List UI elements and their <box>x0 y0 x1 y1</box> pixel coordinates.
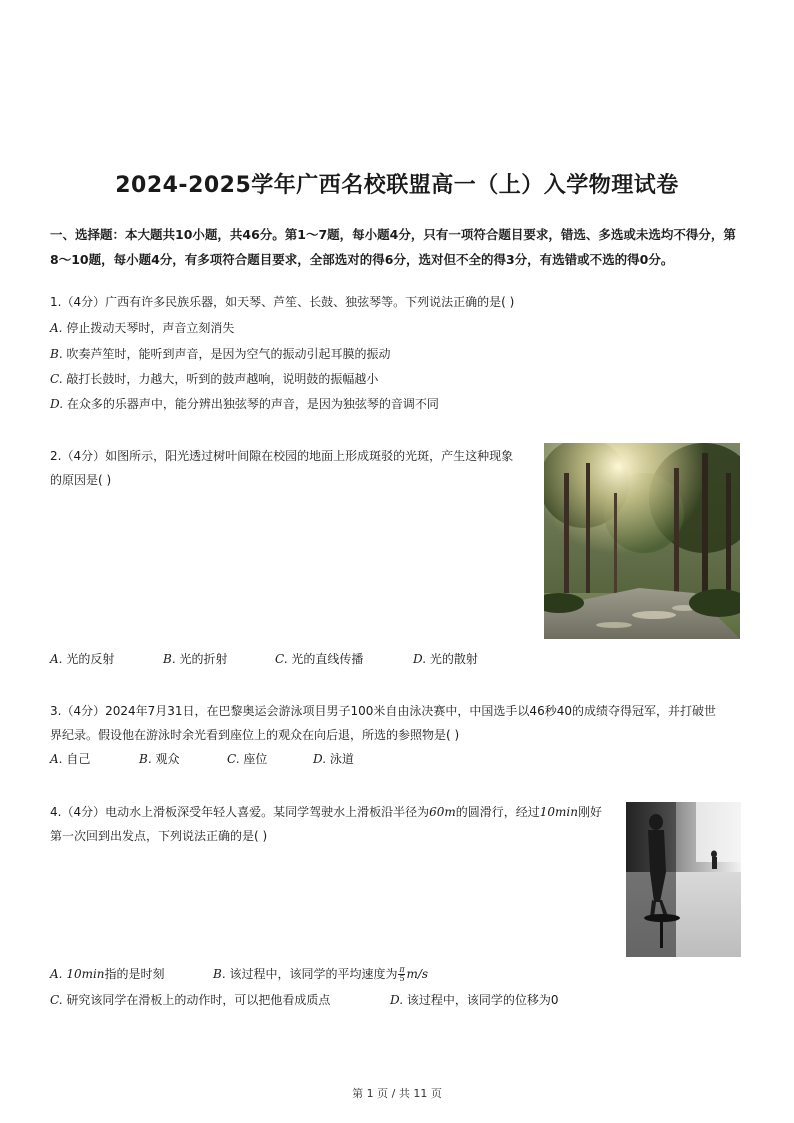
option-text: 光的直线传播 <box>291 652 364 666</box>
option-letter: A. <box>50 321 63 335</box>
section-heading-line1: 一、选择题：本大题共10小题，共46分。第1～7题，每小题4分，只有一项符合题目要求，错选、多选或未选均不得分，第 <box>50 227 736 242</box>
question-4-stem-line1 <box>50 804 602 820</box>
question-4-option-a <box>50 966 165 982</box>
option-text: 座位 <box>243 752 268 766</box>
time-value: 10min <box>539 805 578 819</box>
question-4-stem-line2: 第一次回到出发点，下列说法正确的是( ) <box>50 829 268 843</box>
option-text: 吹奏芦笙时，能听到声音，是因为空气的振动引起耳膜的振动 <box>66 347 391 361</box>
option-letter: B. <box>213 967 226 981</box>
option-text: 该过程中，该同学的位移为0 <box>406 993 559 1007</box>
question-2-option-d <box>413 651 478 667</box>
question-1-option-d <box>50 396 439 412</box>
fraction <box>398 966 405 983</box>
question-2-option-b <box>163 651 227 667</box>
option-text: 指的是时刻 <box>104 967 165 981</box>
question-4-stem-part1: 4.（4分）电动水上滑板深受年轻人喜爱。某同学驾驶水上滑板沿半径为 <box>50 805 430 819</box>
option-letter: A. <box>50 967 63 981</box>
option-text: 光的折射 <box>179 652 228 666</box>
question-2-stem-line2: 的原因是( ) <box>50 473 112 487</box>
option-letter: D. <box>390 993 404 1007</box>
question-1-option-c <box>50 371 378 387</box>
option-text: 该过程中，该同学的平均速度为 <box>229 967 398 981</box>
section-heading <box>50 222 745 272</box>
question-1-option-a <box>50 320 234 336</box>
option-math: 10min <box>66 967 105 981</box>
question-3-stem-line1: 3.（4分）2024年7月31日，在巴黎奥运会游泳项目男子100米自由泳决赛中，中国选手以46秒40的成绩夺得冠军，并打破世 <box>50 704 716 718</box>
option-letter: B. <box>163 652 176 666</box>
distance-value: 60m <box>429 805 456 819</box>
option-text: 敲打长鼓时，力越大，听到的鼓声越响，说明鼓的振幅越小 <box>66 372 379 386</box>
option-letter: A. <box>50 752 63 766</box>
question-4-stem-part3: 刚好 <box>577 805 602 819</box>
question-4-stem-part2: 的圆滑行，经过 <box>455 805 540 819</box>
option-letter: D. <box>50 397 64 411</box>
option-letter: C. <box>227 752 240 766</box>
fraction-numerator: π <box>399 965 405 974</box>
question-4-option-b <box>213 966 428 983</box>
question-4-option-c <box>50 992 330 1008</box>
question-2-stem-line1: 2.（4分）如图所示，阳光透过树叶间隙在校园的地面上形成斑驳的光斑，产生这种现象 <box>50 449 514 463</box>
option-letter: C. <box>50 993 63 1007</box>
speed-unit: m/s <box>406 967 429 981</box>
option-text: 泳道 <box>329 752 354 766</box>
option-letter: D. <box>313 752 327 766</box>
option-letter: D. <box>413 652 427 666</box>
page-title: 2024-2025学年广西名校联盟高一（上）入学物理试卷 <box>115 173 679 198</box>
question-1-option-b <box>50 346 390 362</box>
option-text: 停止拨动天琴时，声音立刻消失 <box>66 321 235 335</box>
question-3-stem-line2: 界纪录。假设他在游泳时余光看到座位上的观众在向后退，所选的参照物是( ) <box>50 728 460 742</box>
question-3-option-a <box>50 751 90 767</box>
hydrofoil-photo <box>626 802 741 957</box>
question-1-stem: 1.（4分）广西有许多民族乐器，如天琴、芦笙、长鼓、独弦琴等。下列说法正确的是( ) <box>50 295 515 309</box>
option-text: 研究该同学在滑板上的动作时，可以把他看成质点 <box>66 993 331 1007</box>
page-footer: 第 1 页 / 共 11 页 <box>352 1087 442 1100</box>
question-3-option-d <box>313 751 354 767</box>
option-text: 光的反射 <box>66 652 115 666</box>
tree-sunlight-photo <box>544 443 740 639</box>
question-3-option-c <box>227 751 267 767</box>
option-text: 自己 <box>66 752 91 766</box>
option-letter: C. <box>275 652 288 666</box>
option-text: 在众多的乐器声中，能分辨出独弦琴的声音，是因为独弦琴的音调不同 <box>66 397 439 411</box>
question-2-option-c <box>275 651 363 667</box>
question-3-option-b <box>139 751 179 767</box>
option-text: 观众 <box>155 752 180 766</box>
option-letter: A. <box>50 652 63 666</box>
option-letter: C. <box>50 372 63 386</box>
fraction-denominator: 5 <box>399 974 405 983</box>
option-letter: B. <box>139 752 152 766</box>
section-heading-line2: 8～10题，每小题4分，有多项符合题目要求，全部选对的得6分，选对但不全的得3分，有选错或不选的得0分。 <box>50 252 674 267</box>
option-letter: B. <box>50 347 63 361</box>
question-4-option-d <box>390 992 558 1008</box>
option-text: 光的散射 <box>429 652 478 666</box>
question-2-option-a <box>50 651 114 667</box>
